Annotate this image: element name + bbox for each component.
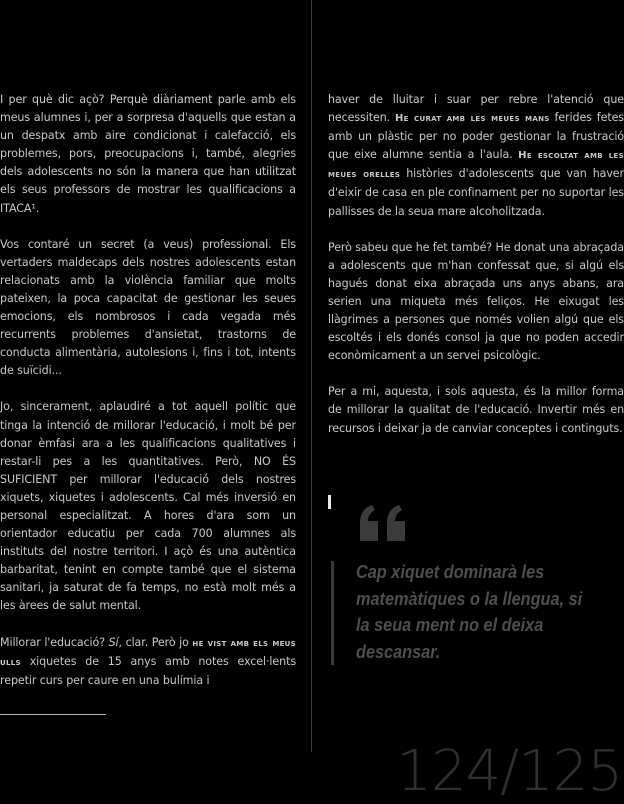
- small-caps-phrase: he vist amb els meus ulls: [0, 637, 296, 668]
- quote-mark-icon: [356, 503, 412, 547]
- paragraph: I per què dic açò? Perquè diàriament parle amb els meus alumnes i, per a sorpresa d'aquells que estan a un despatx amb aire condicionat i calefacció, els problemes, pors, preocupacions i, també, alegries dels adolescents no són la manera que han utilitzat els seus professors de mostrar les qualificacions a ITACA¹.: [0, 93, 296, 215]
- text-run: ferides fetes amb un plàstic per no poder gestionar la frustració que eixe alumne sentia a l'aula.: [328, 111, 624, 162]
- quote-tick-mark: [328, 495, 331, 509]
- paragraph: Vos contaré un secret (a veus) professional. Els vertaders maldecaps dels nostres adolescents estan relacionats amb la violència familiar que molts pateixen, la poca capacitat de gestionar les seues emocions, els nombrosos i cada vegada més recurrents problemes d'ansietat, trastorns de conducta alimentària, autolesions i, fins i tot, intents de suïcidi...: [0, 237, 296, 378]
- quote-bar: [331, 561, 334, 665]
- footnote-rule: [0, 714, 106, 715]
- page-number: 124/125: [396, 739, 622, 804]
- left-column: [0, 91, 296, 708]
- text-run: , clar. Però jo: [118, 635, 193, 649]
- emphasis: Sí: [108, 635, 119, 649]
- paragraph: [0, 634, 296, 690]
- right-column: [328, 91, 624, 456]
- small-caps-phrase: He curat amb les meues mans: [395, 113, 550, 125]
- text-run: Millorar l'educació?: [0, 635, 109, 649]
- column-divider: [311, 0, 312, 752]
- paragraph: Per a mi, aquesta, i sols aquesta, és la millor forma de millorar la qualitat de l'educació. Invertir més en recursos i deixar ja de canviar conceptes i continguts.: [328, 385, 624, 435]
- text-run: històries d'adolescents que van haver d'eixir de casa en ple confinament per no suportar les pallisses de la seua mare alcoholitzada.: [328, 167, 624, 218]
- text-run: haver de lluitar i suar per rebre l'atenció que necessiten.: [328, 93, 624, 125]
- small-caps-phrase: He escoltat amb les meues orelles: [328, 150, 624, 181]
- pull-quote: Cap xiquet dominarà les matemàtiques o la llengua, si la seua ment no el deixa descansar.: [356, 561, 583, 662]
- text-run: xiquetes de 15 anys amb notes excel·lents repetir curs per caure en una bulímia i: [0, 654, 296, 687]
- paragraph: Jo, sincerament, aplaudiré a tot aquell polític que tinga la intenció de millorar l'educació, i molt bé per donar èmfasi ara a les qualificacions qualitatives i restar-li pes a les quantitatives. Però, NO ÉS SUFICIENT per millorar l'educació dels nostres xiquets, xiquetes i adolescents. Cal més inversió en personal especialitzat. A hores d'ara som un orientador educatiu per cada 700 alumnes als instituts del nostre territori. I açò és una autèntica barbaritat, tenint en compte també que el sistema sanitari, ja saturat de fa temps, no està molt més a les àrees de salut mental.: [0, 400, 296, 613]
- paragraph: Però sabeu que he fet també? He donat una abraçada a adolescents que m'han confessat que, si algú els hagués donat eixa abraçada uns anys abans, ara serien una miqueta més feliços. He eixugat les llàgrimes a persones que només volien algú que els escoltés i els donés consol ja que no poden accedir econòmicament a un servei psicològic.: [328, 240, 624, 363]
- paragraph: [328, 91, 624, 221]
